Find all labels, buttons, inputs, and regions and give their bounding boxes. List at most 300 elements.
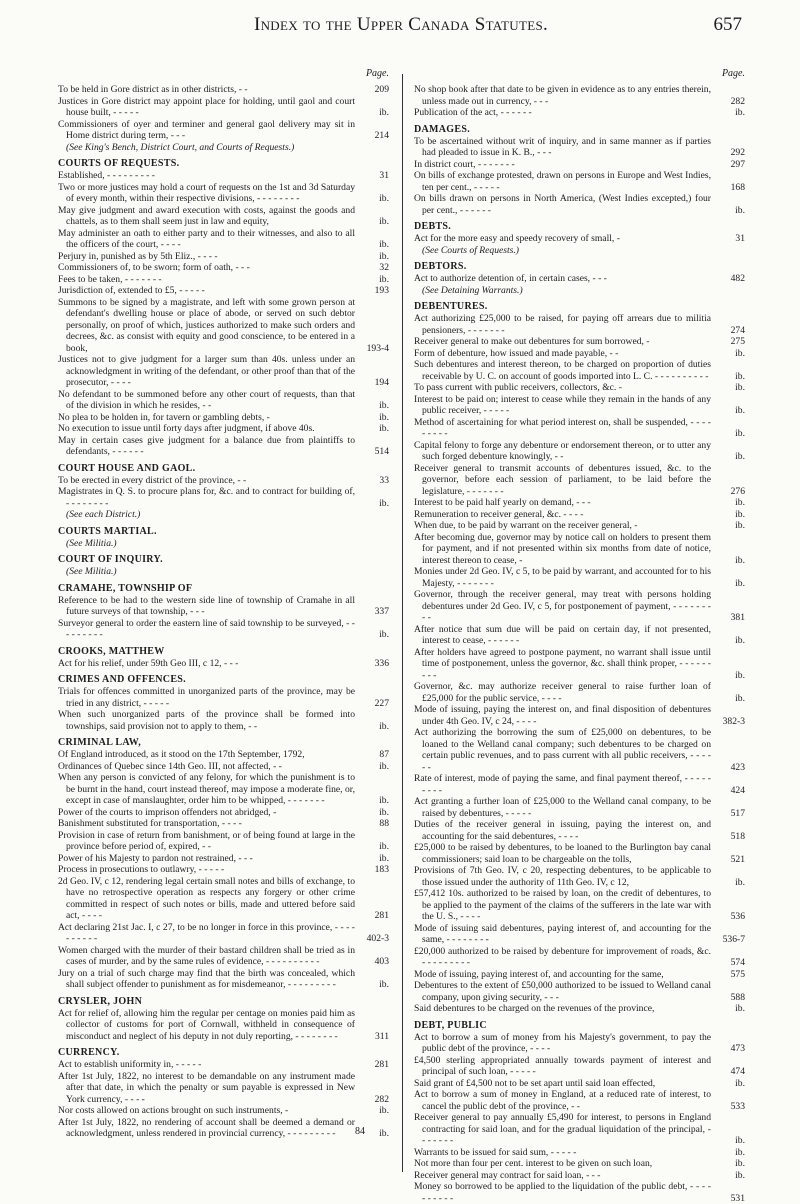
- index-entry: [414, 589, 745, 624]
- index-entry: [414, 624, 745, 647]
- entry-page: ib.: [713, 405, 745, 417]
- entry-text: Remuneration to receiver general, &c. - - - -: [414, 509, 583, 520]
- entry-text: May administer an oath to either party and to their witnesses, and also to all the officers of the court, - - - -: [58, 228, 355, 251]
- column-divider: [402, 74, 403, 1172]
- index-entry: [414, 842, 745, 865]
- index-heading: COURTS OF REQUESTS.: [58, 158, 389, 170]
- entry-page: 88: [357, 818, 389, 830]
- entry-page: ib.: [713, 1147, 745, 1159]
- index-entry: [414, 647, 745, 682]
- index-entry: [58, 285, 389, 297]
- index-entry: [414, 1158, 745, 1170]
- index-entry: [58, 968, 389, 991]
- entry-page: 214: [357, 130, 389, 142]
- index-entry: [58, 262, 389, 274]
- cross-reference: (See King's Bench, District Court, and Courts of Requests.): [58, 142, 389, 154]
- entry-text: £25,000 to be raised by debentures, to be loaned to the Burlington bay canal commissioners; said loan to be chargeable on the tolls,: [414, 842, 711, 865]
- index-entry: [58, 830, 389, 853]
- index-entry: [414, 727, 745, 773]
- index-entry: [414, 1032, 745, 1055]
- index-entry: [414, 382, 745, 394]
- entry-text: Power of the courts to imprison offenders not abridged, -: [58, 807, 276, 818]
- entry-text: Mode of issuing, paying interest of, and accounting for the same,: [414, 969, 664, 980]
- index-heading: CURRENCY.: [58, 1047, 389, 1059]
- entry-text: Act for relief of, allowing him the regular per centage on monies paid him as collector of customs for port of Cornwall, withheld in consequence of misconduct and neglect of his deputy in not duly reporting, - - - - - - - -: [58, 1008, 355, 1042]
- entry-text: No shop book after that date to be given in evidence as to any entries therein, unless made out in currency, - - -: [414, 84, 711, 107]
- page-header: [60, 14, 742, 48]
- index-entry: [58, 876, 389, 922]
- index-heading: CRYSLER, JOHN: [58, 996, 389, 1008]
- entry-text: Nor costs allowed on actions brought on such instruments, -: [58, 1105, 288, 1116]
- entry-page: ib.: [357, 274, 389, 286]
- index-entry: [58, 96, 389, 119]
- entry-text: Interest to be paid on; interest to cease while they remain in the hands of any public receiver, - - - - -: [414, 394, 711, 417]
- entry-text: Process in prosecutions to outlawry, - - - - -: [58, 864, 224, 875]
- entry-text: Magistrates in Q. S. to procure plans for, &c. and to contract for building of, - - - - - - - -: [58, 486, 355, 509]
- index-entry: [414, 359, 745, 382]
- index-entry: [414, 273, 745, 285]
- entry-page: 337: [357, 606, 389, 618]
- entry-text: Act to borrow a sum of money in England, at a reduced rate of interest, to cancel the public debt of the province, - -: [414, 1089, 711, 1112]
- entry-page: ib.: [713, 1003, 745, 1015]
- index-entry: [58, 389, 389, 412]
- index-entry: [58, 749, 389, 761]
- entry-page: ib.: [357, 239, 389, 251]
- entry-text: After becoming due, governor may by notice call on holders to present them for payment, and if not presented within six months from date of notice, interest thereon to cease, -: [414, 532, 711, 566]
- index-entry: [414, 532, 745, 567]
- entry-page: ib.: [357, 498, 389, 510]
- index-entry: [58, 1008, 389, 1043]
- index-entry: [58, 1105, 389, 1117]
- entry-page: ib.: [713, 497, 745, 509]
- entry-text: Monies under 2d Geo. IV, c 5, to be paid by warrant, and accounted for to his Majesty, - - - - - - -: [414, 566, 711, 589]
- entry-page: 31: [713, 233, 745, 245]
- entry-text: Governor, through the receiver general, may treat with persons holding debentures under 2d Geo. IV, c 5, for postponement of payment, - - - - - - - - -: [414, 589, 711, 623]
- entry-text: After holders have agreed to postpone payment, no warrant shall issue until time of postponement, unless the governor, &c. shall think proper, - - - - - - - - -: [414, 647, 711, 681]
- index-heading: DAMAGES.: [414, 124, 745, 136]
- index-section: [58, 996, 389, 1043]
- entry-page: 194: [357, 377, 389, 389]
- entry-text: Provision in case of return from banishment, or of being found at large in the province before period of, expired, - -: [58, 830, 355, 853]
- index-entry: [58, 274, 389, 286]
- entry-page: ib.: [713, 635, 745, 647]
- entry-page: 311: [357, 1031, 389, 1043]
- entry-text: No plea to be holden in, for tavern or gambling debts, -: [58, 412, 270, 423]
- entry-page: 282: [357, 1094, 389, 1106]
- entry-text: On bills drawn on persons in North America, (West Indies excepted,) four per cent., - - - - - -: [414, 193, 711, 216]
- entry-page: 531: [713, 1193, 745, 1204]
- index-heading: CRAMAHE, TOWNSHIP OF: [58, 583, 389, 595]
- index-entry: [58, 595, 389, 618]
- entry-text: Summons to be signed by a magistrate, and left with some grown person at defendant's dwelling house or place of abode, or served on such debtor personally, on proof of which, justices authorized to make such orders and decrees, &c. as consist with equity and good conscience, to be entered in a book,: [58, 297, 355, 354]
- entry-page: ib.: [357, 721, 389, 733]
- index-entry: [414, 1181, 745, 1204]
- entry-text: After notice that sum due will be paid on certain day, if not presented, interest to cease, - - - - - -: [414, 624, 711, 647]
- entry-text: Act declaring 21st Jac. I, c 27, to be no longer in force in this province, - - - - - - - - - -: [58, 922, 355, 945]
- index-entry: [414, 193, 745, 216]
- entry-page: ib.: [357, 853, 389, 865]
- entry-text: Power of his Majesty to pardon not restrained, - - -: [58, 853, 253, 864]
- entry-page: 574: [713, 957, 745, 969]
- entry-text: Reference to be had to the western side line of township of Cramahe in all future surveys of that township, - - -: [58, 595, 355, 618]
- index-entry: [414, 773, 745, 796]
- entry-page: ib.: [713, 382, 745, 394]
- index-heading: CRIMES AND OFFENCES.: [58, 674, 389, 686]
- index-entry: [58, 354, 389, 389]
- entry-page: ib.: [713, 693, 745, 705]
- entry-text: In district court, - - - - - - -: [414, 159, 515, 170]
- entry-text: Mode of issuing said debentures, paying interest of, and accounting for the same, - - - - - - - -: [414, 923, 711, 946]
- index-entry: [414, 888, 745, 923]
- cross-reference: (See Detaining Warrants.): [414, 285, 745, 297]
- entry-page: 474: [713, 1066, 745, 1078]
- index-entry: [58, 84, 389, 96]
- entry-page: ib.: [713, 1135, 745, 1147]
- index-section: [414, 1020, 745, 1204]
- index-entry: [58, 807, 389, 819]
- entry-page: ib.: [357, 107, 389, 119]
- index-section: [58, 158, 389, 458]
- index-section: [414, 221, 745, 256]
- entry-page: ib.: [357, 841, 389, 853]
- entry-text: Act authorizing the borrowing the sum of £25,000 on debentures, to be loaned to the Welland canal company; such debentures to be charged on certain public revenues, and to pass current with all public receivers, - - - - - -: [414, 727, 711, 773]
- entry-page: 424: [713, 785, 745, 797]
- entry-text: Publication of the act, - - - - - -: [414, 107, 532, 118]
- entry-page: 297: [713, 159, 745, 171]
- entry-text: Provisions of 7th Geo. IV, c 20, respecting debentures, to be applicable to those issued under the authority of 11th Geo. IV, c 12,: [414, 865, 711, 888]
- entry-text: No defendant to be summoned before any other court of requests, than that of the division in which he resides, - -: [58, 389, 355, 412]
- entry-text: When any person is convicted of any felony, for which the punishment is to be burnt in the hand, court instead thereof, may impose a moderate fine, or, except in case of manslaughter, order him to be whipped, - - - - - - -: [58, 772, 355, 806]
- entry-page: 193-4: [357, 343, 389, 355]
- entry-text: Commissioners of oyer and terminer and general gaol delivery may sit in Home district during term, - - -: [58, 119, 355, 142]
- index-entry: [58, 709, 389, 732]
- index-entry: [414, 509, 745, 521]
- index-section: [414, 124, 745, 217]
- entry-page: ib.: [357, 1105, 389, 1117]
- entry-text: Act for his relief, under 59th Geo III, c 12, - - -: [58, 658, 238, 669]
- entry-page: ib.: [713, 348, 745, 360]
- index-entry: [414, 969, 745, 981]
- cross-reference: (See each District.): [58, 509, 389, 521]
- index-entry: [58, 435, 389, 458]
- entry-page: ib.: [357, 761, 389, 773]
- index-entry: [414, 923, 745, 946]
- entry-text: After 1st July, 1822, no rendering of account shall be deemed a demand or acknowledgment, unless rendered in provincial currency, - - - - - - - - -: [58, 1117, 355, 1140]
- index-heading: DEBENTURES.: [414, 301, 745, 313]
- index-entry: [414, 348, 745, 360]
- index-section: [414, 84, 745, 119]
- index-entry: [58, 864, 389, 876]
- entry-text: After 1st July, 1822, no interest to be demandable on any instrument made after that date, in which the penalty or sum payable is expressed in New York currency, - - - -: [58, 1071, 355, 1105]
- entry-page: 403: [357, 956, 389, 968]
- entry-page: 536-7: [713, 934, 745, 946]
- entry-page: 282: [713, 96, 745, 108]
- index-entry: [414, 520, 745, 532]
- page-column-label: Page.: [414, 68, 745, 80]
- entry-text: Act authorizing £25,000 to be raised, for paying off arrears due to militia pensioners, - - - - - - -: [414, 313, 711, 336]
- index-entry: [414, 704, 745, 727]
- entry-page: ib.: [357, 795, 389, 807]
- index-entry: [414, 865, 745, 888]
- entry-page: ib.: [713, 578, 745, 590]
- entry-text: Such debentures and interest thereon, to be charged on proportion of duties receivable by U. C. on account of goods imported into L. C. - - - - - - - - - -: [414, 359, 711, 382]
- index-entry: [414, 107, 745, 119]
- entry-page: 588: [713, 992, 745, 1004]
- entry-text: Justices in Gore district may appoint place for holding, until gaol and court house built, - - - - -: [58, 96, 355, 119]
- index-entry: [414, 336, 745, 348]
- entry-page: ib.: [357, 251, 389, 263]
- entry-text: Fees to be taken, - - - - - - -: [58, 274, 162, 285]
- index-entry: [58, 1117, 389, 1140]
- entry-page: 281: [357, 1059, 389, 1071]
- index-heading: COURTS MARTIAL.: [58, 526, 389, 538]
- entry-page: 336: [357, 658, 389, 670]
- index-entry: [414, 1078, 745, 1090]
- entry-page: 275: [713, 336, 745, 348]
- entry-page: ib.: [357, 979, 389, 991]
- entry-text: Act for the more easy and speedy recovery of small, -: [414, 233, 620, 244]
- entry-text: Not more than four per cent. interest to be given on such loan,: [414, 1158, 652, 1169]
- index-entry: [58, 423, 389, 435]
- entry-text: May in certain cases give judgment for a balance due from plaintiffs to defendants, - - - - - -: [58, 435, 355, 458]
- index-entry: [414, 566, 745, 589]
- entry-page: 183: [357, 864, 389, 876]
- index-heading: CROOKS, MATTHEW: [58, 646, 389, 658]
- entry-page: 33: [357, 475, 389, 487]
- index-entry: [414, 463, 745, 498]
- entry-text: Act granting a further loan of £25,000 to the Welland canal company, to be raised by debentures, - - - - -: [414, 796, 711, 819]
- entry-page: 32: [357, 262, 389, 274]
- index-entry: [58, 475, 389, 487]
- index-heading: DEBT, PUBLIC: [414, 1020, 745, 1032]
- index-section: [58, 737, 389, 991]
- entry-page: ib.: [357, 807, 389, 819]
- index-entry: [58, 618, 389, 641]
- entry-page: 382-3: [713, 716, 745, 728]
- entry-page: 193: [357, 285, 389, 297]
- entry-text: To be ascertained without writ of inquiry, and in same manner as if parties had pleaded to issue in K. B., - - -: [414, 136, 711, 159]
- entry-page: 518: [713, 831, 745, 843]
- entry-page: ib.: [713, 520, 745, 532]
- entry-page: 402-3: [357, 933, 389, 945]
- entry-text: Method of ascertaining for what period interest on, shall be suspended, - - - - - - - - -: [414, 417, 711, 440]
- index-section: [58, 583, 389, 641]
- entry-text: Jurisdiction of, extended to £5, - - - - -: [58, 285, 205, 296]
- index-entry: [414, 84, 745, 107]
- index-heading: COURT OF INQUIRY.: [58, 554, 389, 566]
- index-heading: COURT HOUSE AND GAOL.: [58, 463, 389, 475]
- entry-text: To be held in Gore district as in other districts, - -: [58, 84, 248, 95]
- index-heading: DEBTS.: [414, 221, 745, 233]
- entry-page: 87: [357, 749, 389, 761]
- entry-page: ib.: [713, 451, 745, 463]
- index-section: [58, 674, 389, 732]
- index-entry: [414, 233, 745, 245]
- entry-page: 274: [713, 325, 745, 337]
- index-entry: [58, 486, 389, 509]
- index-entry: [58, 818, 389, 830]
- entry-page: ib.: [357, 412, 389, 424]
- entry-text: Receiver general to make out debentures for sum borrowed, -: [414, 336, 650, 347]
- index-columns: [58, 68, 748, 1188]
- index-entry: [58, 205, 389, 228]
- index-entry: [58, 182, 389, 205]
- index-entry: [414, 1003, 745, 1015]
- entry-page: 482: [713, 273, 745, 285]
- entry-page: ib.: [713, 428, 745, 440]
- entry-page: ib.: [357, 423, 389, 435]
- entry-text: Receiver general to transmit accounts of debentures issued, &c. to the governor, before each session of parliament, to be laid before the legislature, - - - - - - -: [414, 463, 711, 497]
- entry-page: ib.: [357, 629, 389, 641]
- entry-page: ib.: [713, 670, 745, 682]
- page-number: 657: [714, 14, 743, 36]
- entry-text: Act to borrow a sum of money from his Majesty's government, to pay the public debt of the province, - - - -: [414, 1032, 711, 1055]
- entry-page: 31: [357, 170, 389, 182]
- entry-text: Receiver general may contract for said loan, - - -: [414, 1170, 600, 1181]
- entry-page: ib.: [713, 877, 745, 889]
- right-column: [414, 68, 745, 1204]
- entry-text: May give judgment and award execution with costs, against the goods and chattels, as to them shall seem just in law and equity,: [58, 205, 355, 228]
- index-entry: [58, 686, 389, 709]
- entry-text: Women charged with the murder of their bastard children shall be tried as in cases of murder, and by the same rules of evidence, - - - - - - - - - -: [58, 945, 355, 968]
- entry-text: When due, to be paid by warrant on the receiver general, -: [414, 520, 638, 531]
- entry-text: £4,500 sterling appropriated annually towards payment of interest and principal of such loan, - - - - -: [414, 1055, 711, 1078]
- cross-reference: (See Courts of Requests.): [414, 245, 745, 257]
- entry-text: To be erected in every district of the province, - -: [58, 475, 246, 486]
- entry-text: Debentures to the extent of £50,000 authorized to be issued to Welland canal company, upon giving security, - - -: [414, 980, 711, 1003]
- entry-page: 533: [713, 1101, 745, 1113]
- entry-page: 517: [713, 808, 745, 820]
- entry-page: 227: [357, 698, 389, 710]
- index-entry: [414, 1112, 745, 1147]
- index-entry: [414, 681, 745, 704]
- cross-reference: (See Militia.): [58, 538, 389, 550]
- entry-page: ib.: [713, 509, 745, 521]
- entry-text: Act to establish uniformity in, - - - - -: [58, 1059, 201, 1070]
- index-section: [414, 261, 745, 296]
- entry-text: Jury on a trial of such charge may find that the birth was concealed, which shall subject offender to punishment as for misdemeanor, - - - - - - - - -: [58, 968, 355, 991]
- entry-text: Two or more justices may hold a court of requests on the 1st and 3d Saturday of every month, within their respective divisions, - - - - - - - -: [58, 182, 355, 205]
- entry-text: Form of debenture, how issued and made payable, - -: [414, 348, 618, 359]
- index-entry: [414, 170, 745, 193]
- entry-page: ib.: [357, 400, 389, 412]
- left-column: [58, 68, 389, 1140]
- entry-text: £57,412 10s. authorized to be raised by loan, on the credit of debentures, to be applied to the payment of the claims of the sufferers in the late war with the U. S., - - - -: [414, 888, 711, 922]
- entry-text: Said grant of £4,500 not to be set apart until said loan effected,: [414, 1078, 655, 1089]
- index-entry: [414, 313, 745, 336]
- entry-text: Perjury in, punished as by 5th Eliz., - - - -: [58, 251, 218, 262]
- index-entry: [414, 1170, 745, 1182]
- entry-text: On bills of exchange protested, drawn on persons in Europe and West Indies, ten per cent., - - - - -: [414, 170, 711, 193]
- entry-text: Warrants to be issued for said sum, - - - - -: [414, 1147, 576, 1158]
- index-entry: [58, 1059, 389, 1071]
- index-section: [58, 554, 389, 578]
- entry-text: Duties of the receiver general in issuing, paying the interest on, and accounting for the said debentures, - - - -: [414, 819, 711, 842]
- entry-page: ib.: [357, 193, 389, 205]
- entry-page: 514: [357, 446, 389, 458]
- entry-page: 281: [357, 910, 389, 922]
- entry-page: ib.: [357, 1128, 389, 1140]
- index-entry: [58, 228, 389, 251]
- index-section: [58, 1047, 389, 1140]
- entry-text: Mode of issuing, paying the interest on, and final disposition of debentures under 4th Geo. IV, c 24, - - - -: [414, 704, 711, 727]
- index-heading: DEBTORS.: [414, 261, 745, 273]
- index-entry: [414, 394, 745, 417]
- index-entry: [58, 412, 389, 424]
- running-title: Index to the Upper Canada Statutes.: [60, 14, 742, 36]
- entry-text: Justices not to give judgment for a larger sum than 40s. unless under an acknowledgment in writing of the defendant, or other proof than that of the prosecutor, - - - -: [58, 354, 355, 388]
- entry-page: 423: [713, 762, 745, 774]
- entry-page: 276: [713, 486, 745, 498]
- entry-text: To pass current with public receivers, collectors, &c. -: [414, 382, 622, 393]
- entry-page: 521: [713, 854, 745, 866]
- index-entry: [58, 772, 389, 807]
- entry-text: Of England introduced, as it stood on the 17th September, 1792,: [58, 749, 305, 760]
- entry-text: Money so borrowed to be applied to the liquidation of the public debt, - - - - - - - - - -: [414, 1181, 711, 1204]
- index-entry: [414, 159, 745, 171]
- entry-text: Governor, &c. may authorize receiver general to raise further loan of £25,000 for the public service, - - - -: [414, 681, 711, 704]
- index-entry: [414, 946, 745, 969]
- index-entry: [414, 1055, 745, 1078]
- index-entry: [414, 440, 745, 463]
- index-entry: [58, 853, 389, 865]
- entry-page: ib.: [713, 555, 745, 567]
- entry-text: When such unorganized parts of the province shall be formed into townships, said provision not to apply to them, - -: [58, 709, 355, 732]
- entry-text: Commissioners of, to be sworn; form of oath, - - -: [58, 262, 250, 273]
- index-entry: [58, 119, 389, 142]
- index-entry: [414, 1089, 745, 1112]
- page-column-label: Page.: [58, 68, 389, 80]
- index-entry: [414, 796, 745, 819]
- entry-text: Interest to be paid half yearly on demand, - - -: [414, 497, 591, 508]
- index-section: [58, 84, 389, 153]
- index-entry: [414, 1147, 745, 1159]
- index-entry: [414, 980, 745, 1003]
- index-entry: [58, 170, 389, 182]
- entry-page: ib.: [713, 107, 745, 119]
- index-section: [58, 463, 389, 521]
- entry-page: ib.: [713, 205, 745, 217]
- index-entry: [58, 922, 389, 945]
- entry-text: Rate of interest, mode of paying the same, and final payment thereof, - - - - - - - - -: [414, 773, 711, 796]
- signature-mark: 84: [355, 1126, 365, 1137]
- index-heading: CRIMINAL LAW,: [58, 737, 389, 749]
- entry-text: Receiver general to pay annually £5,490 for interest, to persons in England contracting for said loan, and for the gradual liquidation of the principal, - - - - - - -: [414, 1112, 711, 1146]
- entry-page: ib.: [713, 371, 745, 383]
- entry-text: Trials for offences committed in unorganized parts of the province, may be tried in any district, - - - - -: [58, 686, 355, 709]
- entry-page: 575: [713, 969, 745, 981]
- entry-page: ib.: [713, 1078, 745, 1090]
- cross-reference: (See Militia.): [58, 566, 389, 578]
- index-entry: [58, 1071, 389, 1106]
- entry-text: £20,000 authorized to be raised by debenture for improvement of roads, &c. - - - - - - - - -: [414, 946, 711, 969]
- entry-text: Act to authorize detention of, in certain cases, - - -: [414, 273, 607, 284]
- entry-text: 2d Geo. IV, c 12, rendering legal certain small notes and bills of exchange, to have no retrospective operation as respects any forgery or other crime committed in respect of such notes or bills, made and uttered before said act, - - - -: [58, 876, 355, 922]
- entry-text: Ordinances of Quebec since 14th Geo. III, not affected, - -: [58, 761, 282, 772]
- entry-page: 536: [713, 911, 745, 923]
- entry-page: 473: [713, 1043, 745, 1055]
- index-entry: [414, 819, 745, 842]
- entry-text: No execution to issue until forty days after judgment, if above 40s.: [58, 423, 315, 434]
- index-entry: [58, 945, 389, 968]
- index-entry: [58, 297, 389, 355]
- index-entry: [414, 497, 745, 509]
- index-section: [414, 301, 745, 1015]
- entry-page: ib.: [357, 216, 389, 228]
- index-entry: [58, 251, 389, 263]
- entry-text: Capital felony to forge any debenture or endorsement thereon, or to utter any such forged debenture knowingly, - -: [414, 440, 711, 463]
- index-section: [58, 646, 389, 670]
